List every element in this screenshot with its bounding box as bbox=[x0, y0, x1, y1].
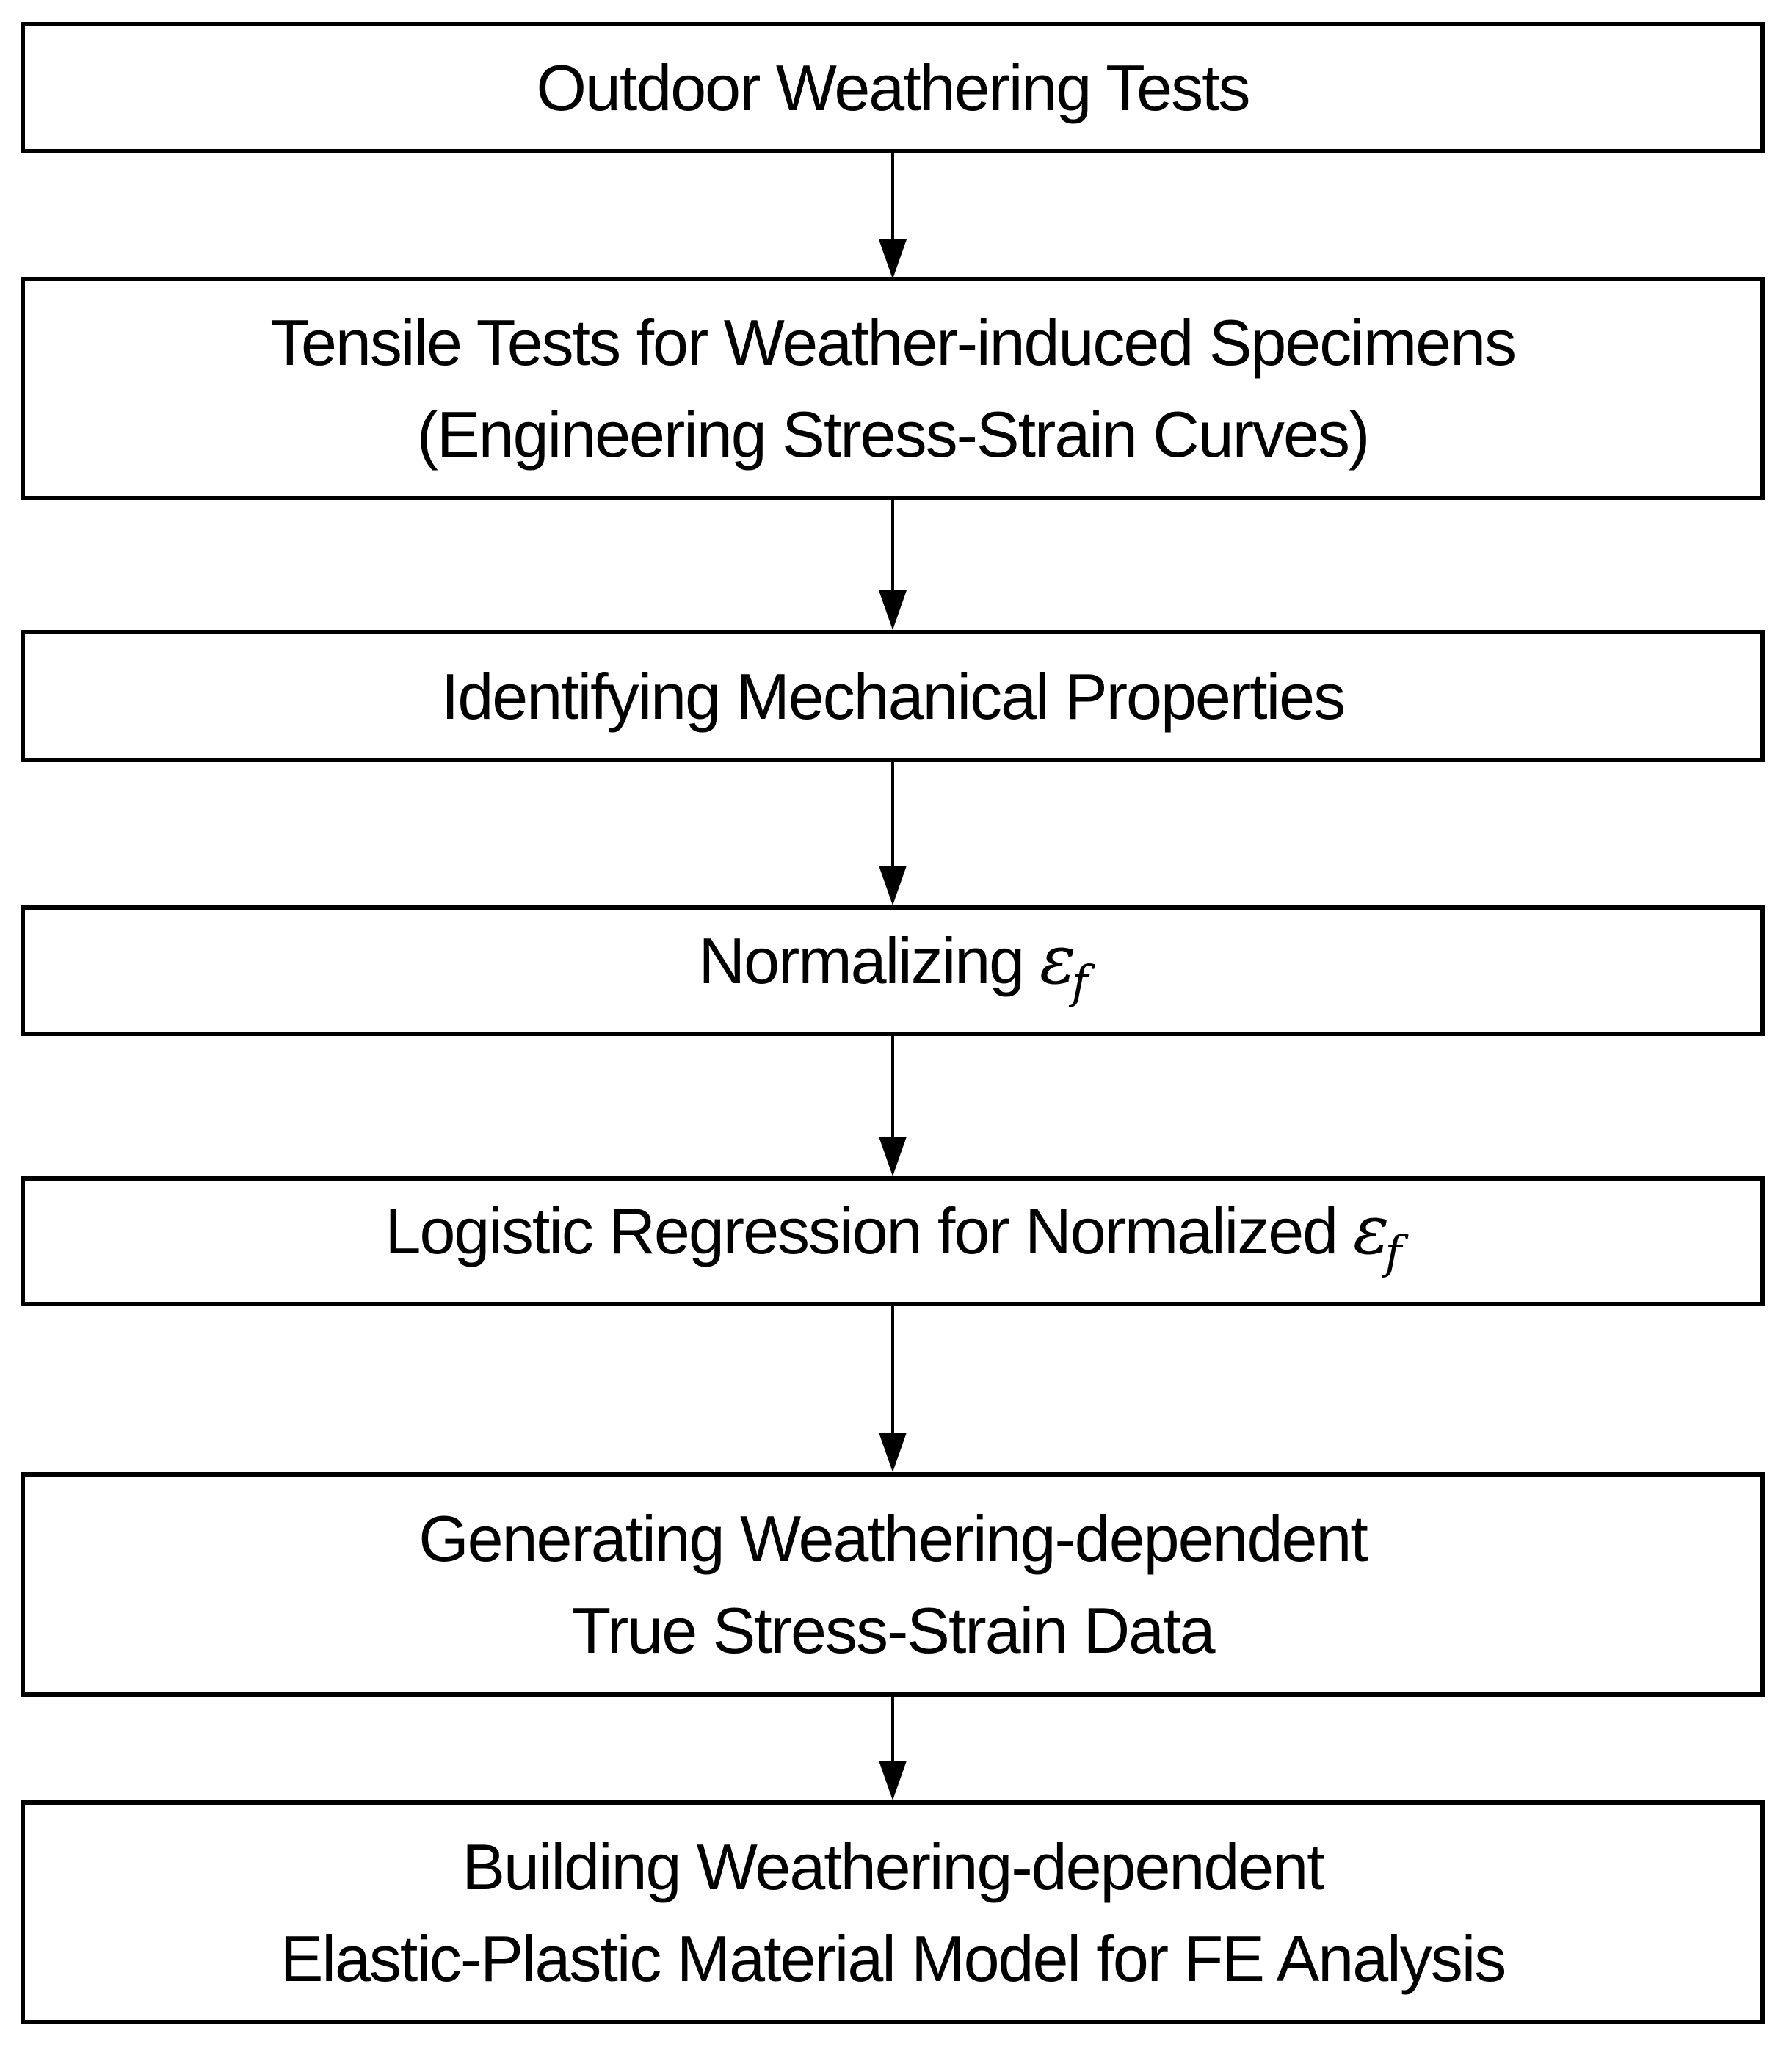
step-logistic-regression bbox=[21, 1176, 1765, 1306]
step-label-sub: (Engineering Stress-Strain Curves) bbox=[416, 398, 1369, 471]
arrow-6-to-7 bbox=[879, 1697, 907, 1800]
arrow-4-to-5 bbox=[879, 1036, 907, 1176]
step-label: Normalizing bbox=[698, 924, 1024, 997]
step-label-sub: True Stress-Strain Data bbox=[571, 1594, 1214, 1667]
subscript-f: f bbox=[1385, 1225, 1401, 1279]
step-tensile-tests bbox=[21, 277, 1765, 500]
step-label: Generating Weathering-dependent bbox=[418, 1502, 1367, 1575]
step-label: Outdoor Weathering Tests bbox=[536, 51, 1249, 124]
arrow-5-to-6 bbox=[879, 1306, 907, 1472]
epsilon-f-symbol bbox=[1040, 920, 1087, 1009]
step-label-sub: Elastic-Plastic Material Model for FE Analysis bbox=[280, 1922, 1506, 1995]
epsilon-glyph: ε bbox=[1040, 920, 1075, 999]
step-label: Tensile Tests for Weather-induced Specimens bbox=[269, 306, 1516, 379]
step-building-material-model bbox=[21, 1800, 1765, 2024]
arrow-1-to-2 bbox=[879, 153, 907, 279]
step-normalizing-ef bbox=[21, 905, 1765, 1036]
step-label-row bbox=[385, 1184, 1401, 1298]
arrow-3-to-4 bbox=[879, 762, 907, 905]
step-generating-true-stress-strain bbox=[21, 1472, 1765, 1697]
step-label: Logistic Regression for Normalized bbox=[385, 1195, 1338, 1267]
step-outdoor-weathering-tests bbox=[21, 22, 1765, 153]
subscript-f: f bbox=[1071, 955, 1087, 1009]
step-label: Building Weathering-dependent bbox=[462, 1830, 1324, 1903]
step-label-row bbox=[699, 914, 1087, 1028]
epsilon-glyph: ε bbox=[1353, 1191, 1388, 1270]
step-label: Identifying Mechanical Properties bbox=[440, 659, 1345, 733]
arrow-2-to-3 bbox=[879, 500, 907, 630]
step-identifying-mechanical-properties bbox=[21, 630, 1765, 762]
epsilon-f-symbol bbox=[1353, 1191, 1401, 1279]
